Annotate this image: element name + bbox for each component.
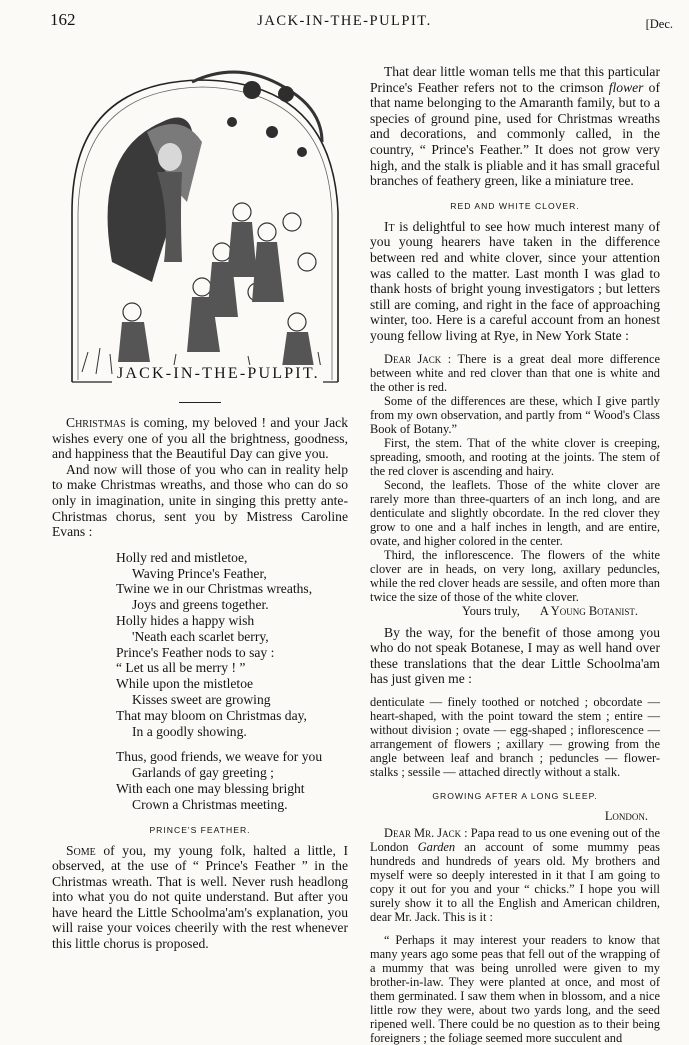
poem-line: Kisses sweet are growing: [132, 691, 271, 707]
poem-line: With each one may blessing bright: [116, 780, 305, 796]
poem-line: “ Let us all be merry ! ”: [116, 660, 246, 676]
intro-paragraph-1: [52, 415, 348, 462]
salutation: Dear Mr. Jack :: [384, 825, 468, 840]
poem-line: Waving Prince's Feather,: [132, 565, 267, 581]
text-run: an account of some mummy peas hundreds and hundreds of years old. My brothers and myself were so deeply interested in it that I am going to copy it out for you and your “ chicks.” I hope you will surely show it to all the English and American children, dear Mr. Jack. This is it :: [370, 839, 660, 924]
poem-line: Thus, good friends, we weave for you: [116, 749, 323, 765]
poem-stanza-2: [116, 749, 348, 812]
left-column: [52, 62, 348, 952]
section-divider: [179, 402, 221, 403]
clover-intro: [370, 219, 660, 344]
letter-paragraph: [370, 826, 660, 924]
clover-after: By the way, for the benefit of those among you who do not speak Botanese, I may as well hand over these translations that the dear Little Schoolma'am has just given me :: [370, 624, 660, 687]
letter-paragraph: Third, the inflorescence. The flowers of the white clover are in heads, on very long, axillary peduncles, while the red clover heads are sessile, and often more than twice the size of those of the white clover.: [370, 547, 660, 604]
botanist-letter: [370, 352, 660, 619]
poem-line: Holly red and mistletoe,: [116, 549, 248, 565]
letter-paragraph: [370, 352, 660, 394]
month-label: [Dec.: [645, 17, 673, 31]
signature: A Young Botanist.: [539, 603, 638, 618]
text-run: of that name belonging to the Amaranth family, but to a species of ground pine, used for Christmas wreaths and decorations, and commonly called, in the country, “ Prince's Feather.” It does not grow very high, and the stalk is pliable and it has small graceful branches of feathery green, like a miniature tree.: [370, 79, 660, 189]
salutation: Dear Jack :: [384, 351, 452, 366]
poem-line: 'Neath each scarlet berry,: [132, 628, 269, 644]
letter-signoff: [370, 604, 660, 619]
princes-feather-continued: [370, 64, 660, 189]
poem: [116, 550, 348, 813]
letter-place: London.: [604, 808, 648, 823]
drop-lead: It: [384, 218, 395, 234]
poem-line: Garlands of gay greeting ;: [132, 765, 274, 781]
poem-line: That may bloom on Christmas day,: [116, 707, 307, 723]
glossary: denticulate — finely toothed or notched ; obcordate — heart-shaped, with the point toward the stem ; entire — without division ; ovate — egg-shaped ; inflorescence —arrangement of flowers ; axillary — growing from the angle between leaf and branch ; peduncles — flower-stalks ; sessile — attached directly without a stalk.: [370, 694, 660, 779]
poem-line: Twine we in our Christmas wreaths,: [116, 581, 313, 597]
page-header: [0, 4, 689, 34]
poem-line: Joys and greens together.: [132, 597, 269, 613]
text-run: Papa read to us one evening out of the London: [370, 825, 660, 854]
illustration-drawing: [52, 62, 348, 392]
page-number: 162: [50, 10, 76, 29]
illustration-banner: JACK-IN-THE-PULPIT.: [114, 365, 323, 383]
princes-feather-paragraph: [52, 843, 348, 952]
poem-line: Crown a Christmas meeting.: [132, 796, 288, 812]
poem-line: Holly hides a happy wish: [116, 612, 255, 628]
letter-paragraph: Some of the differences are these, which I give partly from my own observation, and partly from “ Wood's Class Book of Botany.”: [370, 393, 660, 436]
drop-lead: Some: [66, 842, 96, 858]
text-run: That dear little woman tells me that this particular Prince's Feather refers not to the crimson: [370, 64, 660, 95]
quoted-passage: “ Perhaps it may interest your readers to know that many years ago some peas that fell out of the wrapping of a mummy that was being unrolled were given to my brother-in-law. They were planted at once, and most of them germinated. I saw them when in blossom, and a nice little row they were, about two yards long, and the seed ripened well. There could be no question as to their being foreigners ; the foliage seemed more succulent and: [370, 932, 660, 1045]
running-title: JACK-IN-THE-PULPIT.: [257, 13, 432, 29]
poem-line: In a goodly showing.: [132, 723, 247, 739]
letter-paragraph: First, the stem. That of the white clover is creeping, spreading, smooth, and rooting at the joints. The stem of the red clover is ascending and hairy.: [370, 435, 660, 478]
letter-paragraph: Second, the leaflets. Those of the white clover are rarely more than three-quarters of an inch long, and are denticulate and slightly obcordate. In the red clover they grow to one and a half inches in length, and are entire, ovate, and higher colored in the center.: [370, 477, 660, 548]
section-heading-sleep: GROWING AFTER A LONG SLEEP.: [432, 790, 598, 801]
jack-in-the-pulpit-illustration: [52, 62, 348, 392]
italic-word: Garden: [417, 839, 456, 854]
section-heading-princes-feather: PRINCE'S FEATHER.: [149, 824, 251, 835]
text-run: There is a great deal more difference between white and red clover than that one is white and the other is red.: [370, 351, 660, 394]
drop-lead: Christmas: [66, 415, 126, 430]
section-heading-clover: RED AND WHITE CLOVER.: [450, 200, 580, 211]
poem-line: While upon the mistletoe: [116, 676, 254, 692]
italic-word: flower: [608, 79, 644, 95]
text-run: is delightful to see how much interest many of you young hearers have taken in the difference between red and white clover, since your attention was called to the matter. Last month I was glad to thank hosts of bright young investigators ; but letters still are coming, and right in the face of approaching winter, too. Here is a careful account from an honest young fellow living at Rye, in New York State :: [370, 218, 660, 343]
right-column: [370, 64, 660, 1045]
london-letter: [370, 826, 660, 1045]
intro-text: is coming, my beloved ! and your Jack wishes every one of you all the brightness, goodness, and happiness that the Beautiful Day can give you.: [52, 415, 348, 462]
closing: Yours truly,: [462, 603, 520, 618]
poem-line: Prince's Feather nods to say :: [116, 644, 275, 660]
intro-paragraph-2: And now will those of you who can in reality help to make Christmas wreaths, and those who can do so only in imagination, unite in singing this pretty ante-Christmas chorus, sent you by Mistress Caroline Evans :: [52, 461, 348, 540]
princes-feather-text: of you, my young folk, halted a little, I observed, at the use of “ Prince's Feather ” in the Christmas wreath. That is well. Never rush headlong into what you do not quite understand. But after you have heard the Little Schoolma'am's explanation, you will raise your voices cheerily with the rest whenever this little chorus is proposed.: [52, 842, 348, 952]
